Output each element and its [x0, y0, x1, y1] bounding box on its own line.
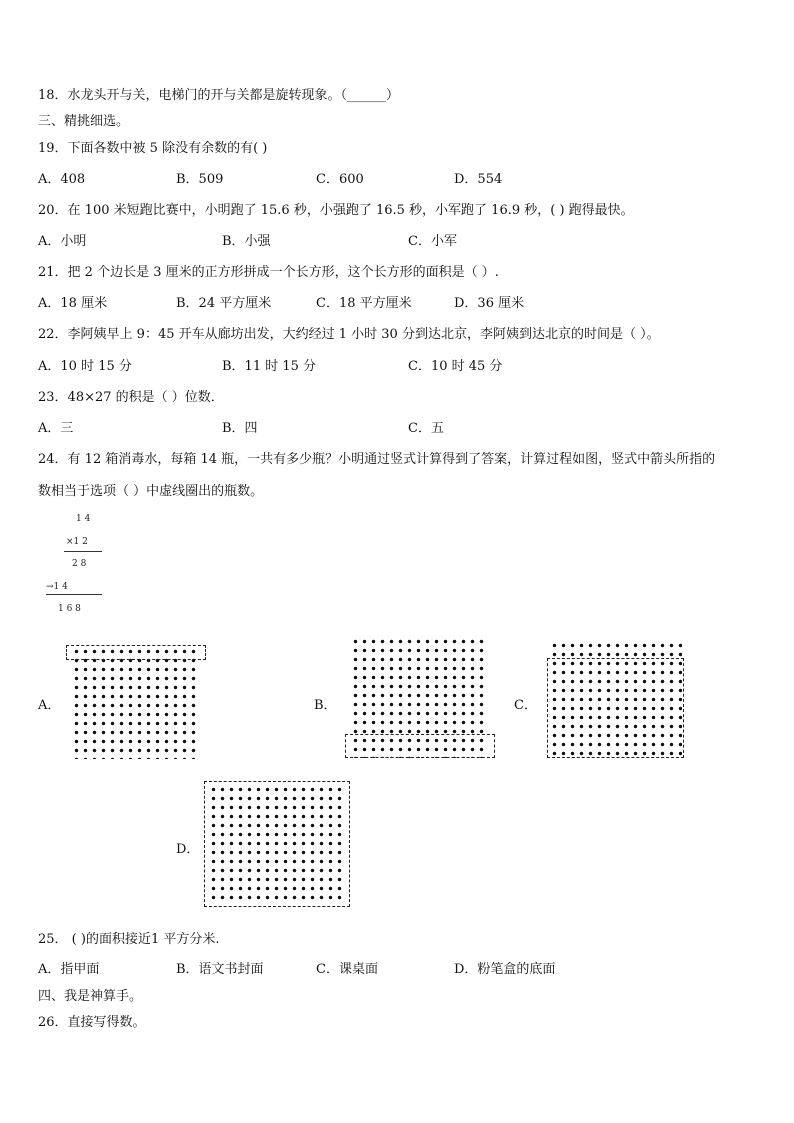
calc-rule-1: [64, 551, 102, 552]
question-19-option-b: B．509: [176, 172, 224, 187]
calc-product: 1 6 8: [58, 604, 81, 614]
question-20-option-a: A．小明: [38, 234, 87, 249]
question-24-option-a: A．: [38, 698, 61, 713]
question-21-option-b: B．24 平方厘米: [176, 296, 272, 311]
dot-grid-a: [72, 647, 198, 759]
calc-partial-1: 2 8: [72, 559, 87, 569]
question-19-option-c: C．600: [316, 172, 364, 187]
question-22-option-a: A．10 时 15 分: [38, 359, 132, 374]
dashed-selection-d: [204, 781, 350, 907]
question-18: 18．水龙头开与关，电梯门的开与关都是旋转现象。（______）: [38, 88, 400, 103]
question-20-option-b: B．小强: [222, 234, 271, 249]
question-25-option-c: C．课桌面: [316, 962, 378, 977]
question-25-option-a: A．指甲面: [38, 962, 100, 977]
question-19-option-d: D．554: [454, 172, 503, 187]
dashed-selection-b: [345, 734, 495, 758]
calc-multiplicand: 1 4: [76, 514, 91, 524]
question-19-option-a: A．408: [38, 172, 86, 187]
section-4-heading: 四、我是神算手。: [38, 989, 143, 1004]
question-24-line-2: 数相当于选项（ ）中虚线圈出的瓶数。: [38, 484, 264, 499]
question-20-option-c: C．小军: [408, 234, 457, 249]
question-21-option-a: A．18 厘米: [38, 296, 108, 311]
question-23-option-a: A．三: [38, 421, 74, 436]
dashed-selection-a: [66, 645, 206, 660]
question-25-stem: 25． ( )的面积接近1 平方分米.: [38, 932, 220, 947]
question-19-stem: 19．下面各数中被 5 除没有余数的有( ): [38, 141, 268, 156]
question-25-option-d: D．粉笔盒的底面: [454, 962, 556, 977]
calc-multiplier: ×1 2: [66, 537, 88, 547]
section-3-heading: 三、精挑细选。: [38, 114, 130, 129]
question-22-stem: 22．李阿姨早上 9：45 开车从廊坊出发，大约经过 1 小时 30 分到达北京，李阿姨到达北京的时间是（ ）。: [38, 327, 660, 342]
question-24-option-d: D．: [176, 842, 200, 857]
question-25-option-b: B．语文书封面: [176, 962, 264, 977]
question-22-option-c: C．10 时 45 分: [408, 359, 503, 374]
question-21-option-d: D．36 厘米: [454, 296, 525, 311]
calc-partial-2-arrow: →1 4: [46, 582, 68, 592]
question-24-option-b: B．: [314, 698, 337, 713]
calc-rule-2: [46, 594, 102, 595]
question-21-stem: 21．把 2 个边长是 3 厘米的正方形拼成一个长方形，这个长方形的面积是（ ）.: [38, 265, 499, 280]
question-23-option-b: B．四: [222, 421, 258, 436]
question-26: 26．直接写得数。: [38, 1015, 146, 1030]
question-24-line-1: 24．有 12 箱消毒水，每箱 14 瓶，一共有多少瓶？小明通过竖式计算得到了答案，计算过程如图，竖式中箭头所指的: [38, 452, 716, 467]
question-21-option-c: C．18 平方厘米: [316, 296, 412, 311]
dashed-selection-c: [547, 658, 684, 758]
question-23-option-c: C．五: [408, 421, 444, 436]
question-20-stem: 20．在 100 米短跑比赛中，小明跑了 15.6 秒，小强跑了 16.5 秒，小军跑了 16.9 秒，( ) 跑得最快。: [38, 203, 634, 218]
question-22-option-b: B．11 时 15 分: [222, 359, 317, 374]
question-24-option-c: C．: [514, 698, 537, 713]
question-23-stem: 23．48×27 的积是（ ）位数．: [38, 390, 224, 405]
